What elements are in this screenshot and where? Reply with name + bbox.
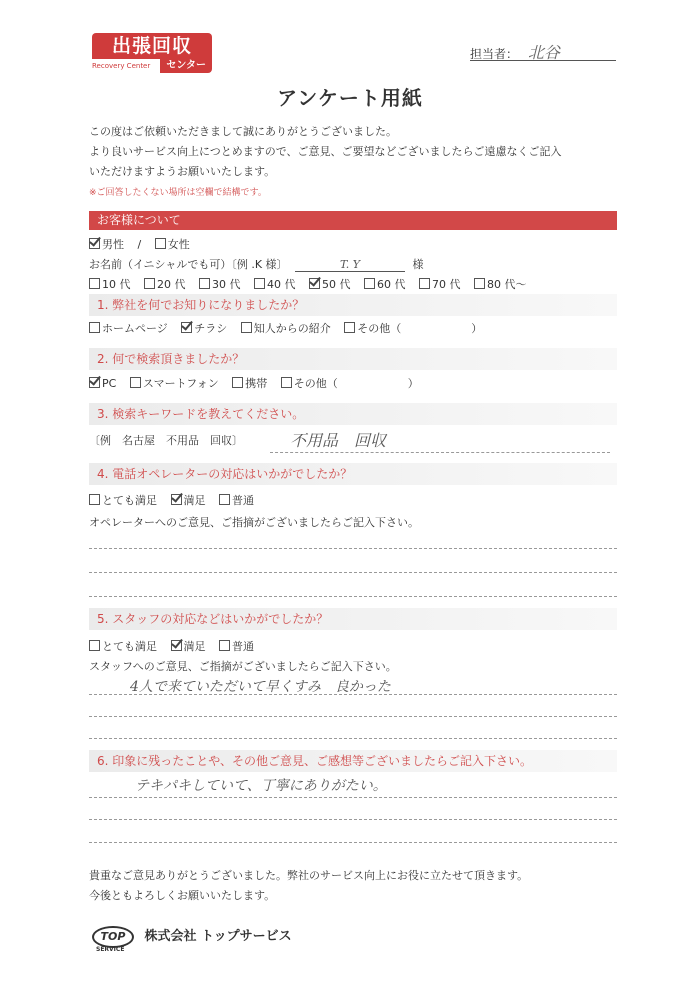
q1-option-homepage[interactable]: ホームページ bbox=[89, 320, 168, 336]
top-service-logo-icon: TOP bbox=[92, 926, 134, 948]
staff-label: 担当者： bbox=[470, 47, 519, 61]
checkbox-icon bbox=[199, 278, 210, 289]
logo-sub bbox=[92, 59, 212, 73]
q1-option-other[interactable]: その他（ ） bbox=[344, 320, 482, 336]
checkbox-icon bbox=[254, 278, 265, 289]
age-option[interactable]: 20 代 bbox=[144, 276, 186, 292]
name-value[interactable]: T. Y bbox=[295, 258, 405, 272]
checkbox-icon bbox=[89, 640, 100, 651]
q2-option-pc[interactable]: PC bbox=[89, 377, 116, 390]
checkbox-icon bbox=[364, 278, 375, 289]
q5-answer[interactable]: 4人で来ていただいて早くすみ 良かった bbox=[130, 679, 391, 695]
checkbox-icon bbox=[219, 494, 230, 505]
q5-answer-line[interactable] bbox=[89, 716, 617, 717]
age-option[interactable]: 10 代 bbox=[89, 276, 131, 292]
logo-main-text: 出張回収 bbox=[92, 33, 212, 59]
gender-separator: / bbox=[137, 238, 142, 251]
checkbox-icon bbox=[474, 278, 485, 289]
checkbox-checked-icon bbox=[309, 278, 320, 289]
checkbox-icon bbox=[155, 238, 166, 249]
q1-title: 1. 弊社を何でお知りになりましたか？ bbox=[89, 294, 617, 316]
name-row bbox=[89, 256, 424, 272]
checkbox-icon bbox=[344, 322, 355, 333]
intro-text bbox=[89, 122, 629, 182]
gender-female[interactable]: 女性 bbox=[155, 236, 190, 252]
intro-line-2: より良いサービス向上につとめますので、ご意見、ご要望などございましたらご遠慮なくご記入 bbox=[89, 145, 562, 158]
q5-options bbox=[89, 638, 264, 654]
age-option[interactable]: 50 代 bbox=[309, 276, 351, 292]
q5-prompt: スタッフへのご意見、ご指摘がございましたらご記入下さい。 bbox=[89, 660, 397, 673]
name-suffix: 様 bbox=[412, 258, 424, 271]
checkbox-checked-icon bbox=[89, 238, 100, 249]
closing-line-2: 今後ともよろしくお願いいたします。 bbox=[89, 889, 276, 902]
name-label: お名前（イニシャルでも可）〔例 .K 様〕 bbox=[89, 258, 288, 271]
company-logo bbox=[92, 33, 212, 75]
gender-row bbox=[89, 236, 200, 252]
q2-options bbox=[89, 375, 429, 391]
checkbox-checked-icon bbox=[171, 640, 182, 651]
q6-title: 6. 印象に残ったことや、その他ご意見、ご感想等ございましたらご記入下さい。 bbox=[89, 750, 617, 772]
staff-field bbox=[470, 40, 616, 61]
q2-option-mobile[interactable]: 携帯 bbox=[232, 375, 267, 391]
q4-answer-line[interactable] bbox=[89, 596, 617, 597]
q3-answer[interactable]: 不用品 回収 bbox=[290, 431, 387, 450]
age-option[interactable]: 60 代 bbox=[364, 276, 406, 292]
checkbox-icon bbox=[130, 377, 141, 388]
gender-male[interactable]: 男性 bbox=[89, 236, 124, 252]
checkbox-icon bbox=[241, 322, 252, 333]
age-option[interactable]: 30 代 bbox=[199, 276, 241, 292]
q6-answer-line[interactable] bbox=[89, 819, 617, 820]
customer-header: お客様について bbox=[89, 211, 617, 230]
age-row bbox=[89, 276, 537, 292]
logo-sub-jp: センター bbox=[160, 59, 212, 73]
checkbox-icon bbox=[89, 322, 100, 333]
closing-text bbox=[89, 866, 528, 906]
checkbox-icon bbox=[419, 278, 430, 289]
q6-answer-line[interactable] bbox=[89, 797, 617, 798]
intro-note: ※ご回答したくない場所は空欄で結構です。 bbox=[89, 188, 267, 198]
staff-value: 北谷 bbox=[527, 43, 560, 62]
q3-title: 3. 検索キーワードを教えてください。 bbox=[89, 403, 617, 425]
checkbox-icon bbox=[219, 640, 230, 651]
q4-option-very-satisfied[interactable]: とても満足 bbox=[89, 492, 157, 508]
closing-line-1: 貴重なご意見ありがとうございました。弊社のサービス向上にお役に立たせて頂きます。 bbox=[89, 869, 529, 882]
q4-option-normal[interactable]: 普通 bbox=[219, 492, 254, 508]
q2-title: 2. 何で検索頂きましたか？ bbox=[89, 348, 617, 370]
q5-option-normal[interactable]: 普通 bbox=[219, 638, 254, 654]
logo-mark-sub: SERVICE bbox=[96, 945, 125, 953]
q4-prompt: オペレーターへのご意見、ご指摘がございましたらご記入下さい。 bbox=[89, 516, 419, 529]
checkbox-icon bbox=[144, 278, 155, 289]
checkbox-icon bbox=[89, 494, 100, 505]
checkbox-checked-icon bbox=[89, 377, 100, 388]
footer-logo bbox=[92, 925, 292, 953]
q4-answer-line[interactable] bbox=[89, 548, 617, 549]
q3-example: 〔例 名古屋 不用品 回収〕 bbox=[89, 434, 243, 447]
age-option[interactable]: 40 代 bbox=[254, 276, 296, 292]
age-option[interactable]: 70 代 bbox=[419, 276, 461, 292]
q4-title: 4. 電話オペレーターの対応はいかがでしたか？ bbox=[89, 463, 617, 485]
company-name: 株式会社 トップサービス bbox=[144, 929, 292, 944]
q2-option-smartphone[interactable]: スマートフォン bbox=[130, 375, 219, 391]
checkbox-icon bbox=[281, 377, 292, 388]
q3-answer-line bbox=[270, 452, 610, 453]
q5-answer-line[interactable] bbox=[89, 738, 617, 739]
q6-answer-line[interactable] bbox=[89, 842, 617, 843]
checkbox-icon bbox=[232, 377, 243, 388]
intro-line-1: この度はご依頼いただきまして誠にありがとうございました。 bbox=[89, 125, 397, 138]
q1-option-referral[interactable]: 知人からの紹介 bbox=[241, 320, 331, 336]
q4-option-satisfied[interactable]: 満足 bbox=[171, 492, 206, 508]
q5-title: 5. スタッフの対応などはいかがでしたか？ bbox=[89, 608, 617, 630]
q5-option-satisfied[interactable]: 満足 bbox=[171, 638, 206, 654]
intro-line-3: いただけますようお願いいたします。 bbox=[89, 165, 276, 178]
page-title: アンケート用紙 bbox=[277, 86, 423, 110]
checkbox-checked-icon bbox=[171, 494, 182, 505]
logo-sub-en: Recovery Center bbox=[92, 62, 151, 70]
q1-option-flyer[interactable]: チラシ bbox=[181, 320, 227, 336]
q1-options bbox=[89, 320, 492, 336]
q2-option-other[interactable]: その他（ ） bbox=[281, 375, 419, 391]
age-option[interactable]: 80 代～ bbox=[474, 276, 527, 292]
checkbox-icon bbox=[89, 278, 100, 289]
q5-answer-line[interactable] bbox=[89, 694, 617, 695]
q4-options bbox=[89, 492, 264, 508]
checkbox-checked-icon bbox=[181, 322, 192, 333]
q4-answer-line[interactable] bbox=[89, 572, 617, 573]
q6-answer[interactable]: テキパキしていて、丁寧にありがたい。 bbox=[135, 778, 387, 794]
q5-option-very-satisfied[interactable]: とても満足 bbox=[89, 638, 157, 654]
